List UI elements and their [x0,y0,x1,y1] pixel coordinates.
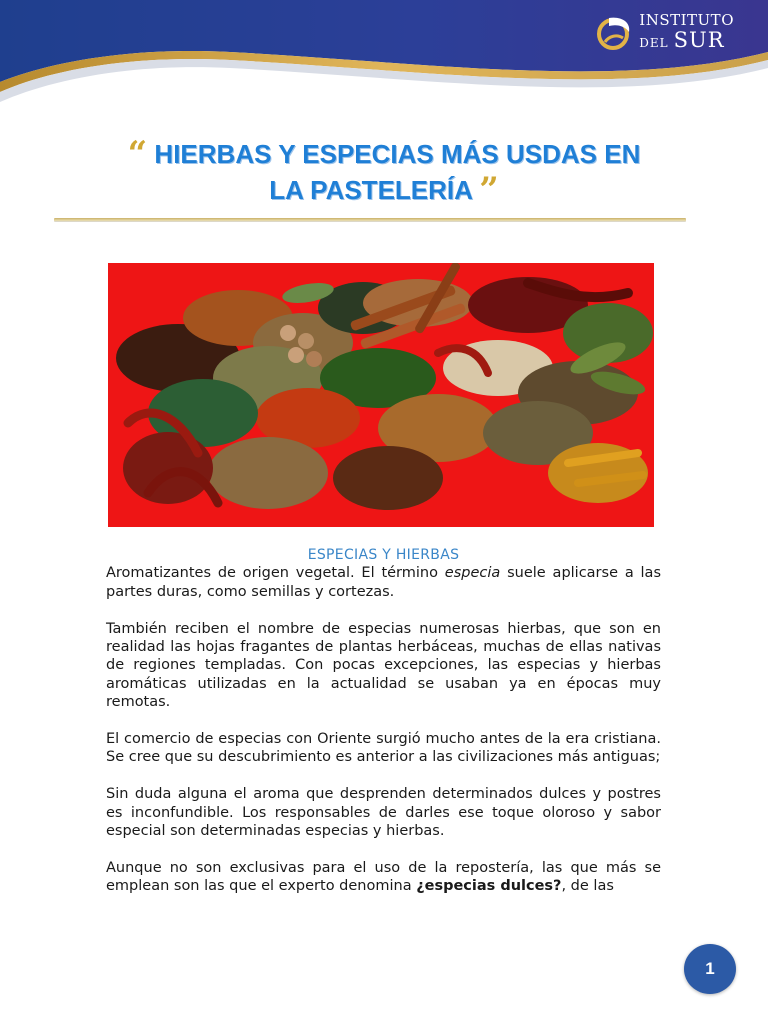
header-banner [0,0,768,110]
title-line1: HIERBAS Y ESPECIAS MÁS USDAS EN [154,139,641,169]
logo-text-sur: SUR [673,28,725,52]
open-quote-mark: “ [127,134,148,174]
paragraph-1 [106,564,661,601]
paragraph-2: También reciben el nombre de especias numerosas hierbas, que son en realidad las hojas fragantes de plantas herbáceas, muchas de ellas nativas de regiones templadas. Con pocas excepciones, las especias y hierbas aromáticas utilizadas en la actualidad se usaban ya en épocas muy remotas. [106,620,661,711]
spices-photo [108,263,654,527]
paragraph-5 [106,859,661,896]
logo-emblem-icon [595,12,635,52]
title-line2: LA PASTELERÍA [269,175,472,205]
paragraph-5-text-a: Aunque no son exclusivas para el uso de la repostería, las que más se emplean son las que el experto denomina [106,859,661,895]
paragraph-1-emphasis: especia [444,565,501,582]
spices-illustration [108,263,654,527]
section-heading: ESPECIAS Y HIERBAS [307,547,460,563]
paragraph-5-text-b: , de las [561,878,614,895]
article-body [106,546,661,914]
paragraph-4: Sin duda alguna el aroma que desprenden determinados dulces y postres es inconfundible. Los responsables de darles ese toque oloroso y sabor especial son determinadas especias y hierbas. [106,786,661,840]
paragraph-1-text-a: Aromatizantes de origen vegetal. El término [106,565,445,582]
logo-text-del: DEL [639,36,669,50]
page-title [80,136,688,208]
institute-logo [595,12,734,52]
paragraph-5-bold: ¿especias dulces? [416,878,562,895]
paragraph-1-text-b: suele aplicarse a las partes duras, como semillas y cortezas. [106,565,661,600]
paragraph-3: El comercio de especias con Oriente surgió mucho antes de la era cristiana. Se cree que su descubrimiento es anterior a las civilizaciones más antiguas; [106,731,661,766]
logo-text-instituto: INSTITUTO [639,11,734,29]
close-quote-mark: ” [479,170,499,210]
page-number-badge: 1 [684,944,736,994]
title-underline [54,218,686,222]
